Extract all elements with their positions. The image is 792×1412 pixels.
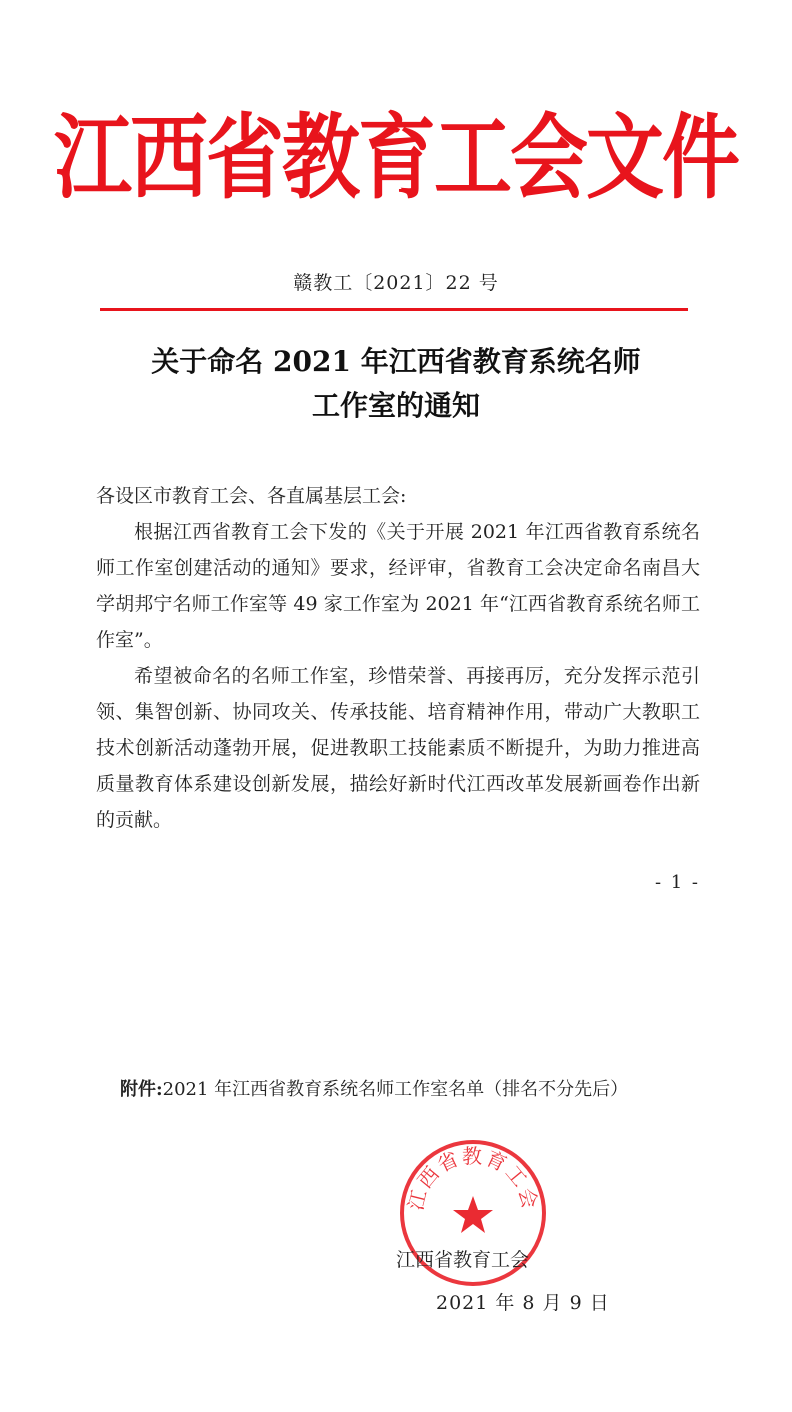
issuer-name: 江西省教育工会 xyxy=(396,1249,530,1271)
issue-date: 2021 年 8 月 9 日 xyxy=(436,1292,610,1314)
seal-text: 江西省教育工会 xyxy=(403,1143,543,1213)
document-number: 赣教工〔2021〕22 号 xyxy=(293,272,499,294)
body-paragraph-1: 根据江西省教育工会下发的《关于开展 2021 年江西省教育系统名师工作室创建活动的通知》要求，经评审，省教育工会决定命名南昌大学胡邦宁名师工作室等 49 家工作室为 2021 年“江西省教育系统名师工作室”。 xyxy=(96,521,700,651)
body-paragraph-2: 希望被命名的名师工作室，珍惜荣誉、再接再厉，充分发挥示范引领、集智创新、协同攻关、传承技能、培育精神作用，带动广大教职工技术创新活动蓬勃开展，促进教职工技能素质不断提升，为助力推进高质量教育体系建设创新发展，描绘好新时代江西改革发展新画卷作出新的贡献。 xyxy=(96,665,700,831)
attachment-line xyxy=(120,1075,740,1105)
attachment-text: 2021 年江西省教育系统名师工作室名单（排名不分先后） xyxy=(162,1079,629,1100)
page-number: - 1 - xyxy=(654,872,700,893)
red-divider xyxy=(100,308,688,311)
masthead-title: 江西省教育工会文件 xyxy=(53,105,738,213)
notice-title-line-2: 工作室的通知 xyxy=(311,389,480,422)
notice-title-line-1: 关于命名 2021 年江西省教育系统名师 xyxy=(151,345,641,378)
salutation: 各设区市教育工会、各直属基层工会: xyxy=(96,485,407,507)
notice-body xyxy=(96,478,700,838)
notice-title xyxy=(60,340,732,428)
attachment-label: 附件: xyxy=(120,1079,163,1100)
